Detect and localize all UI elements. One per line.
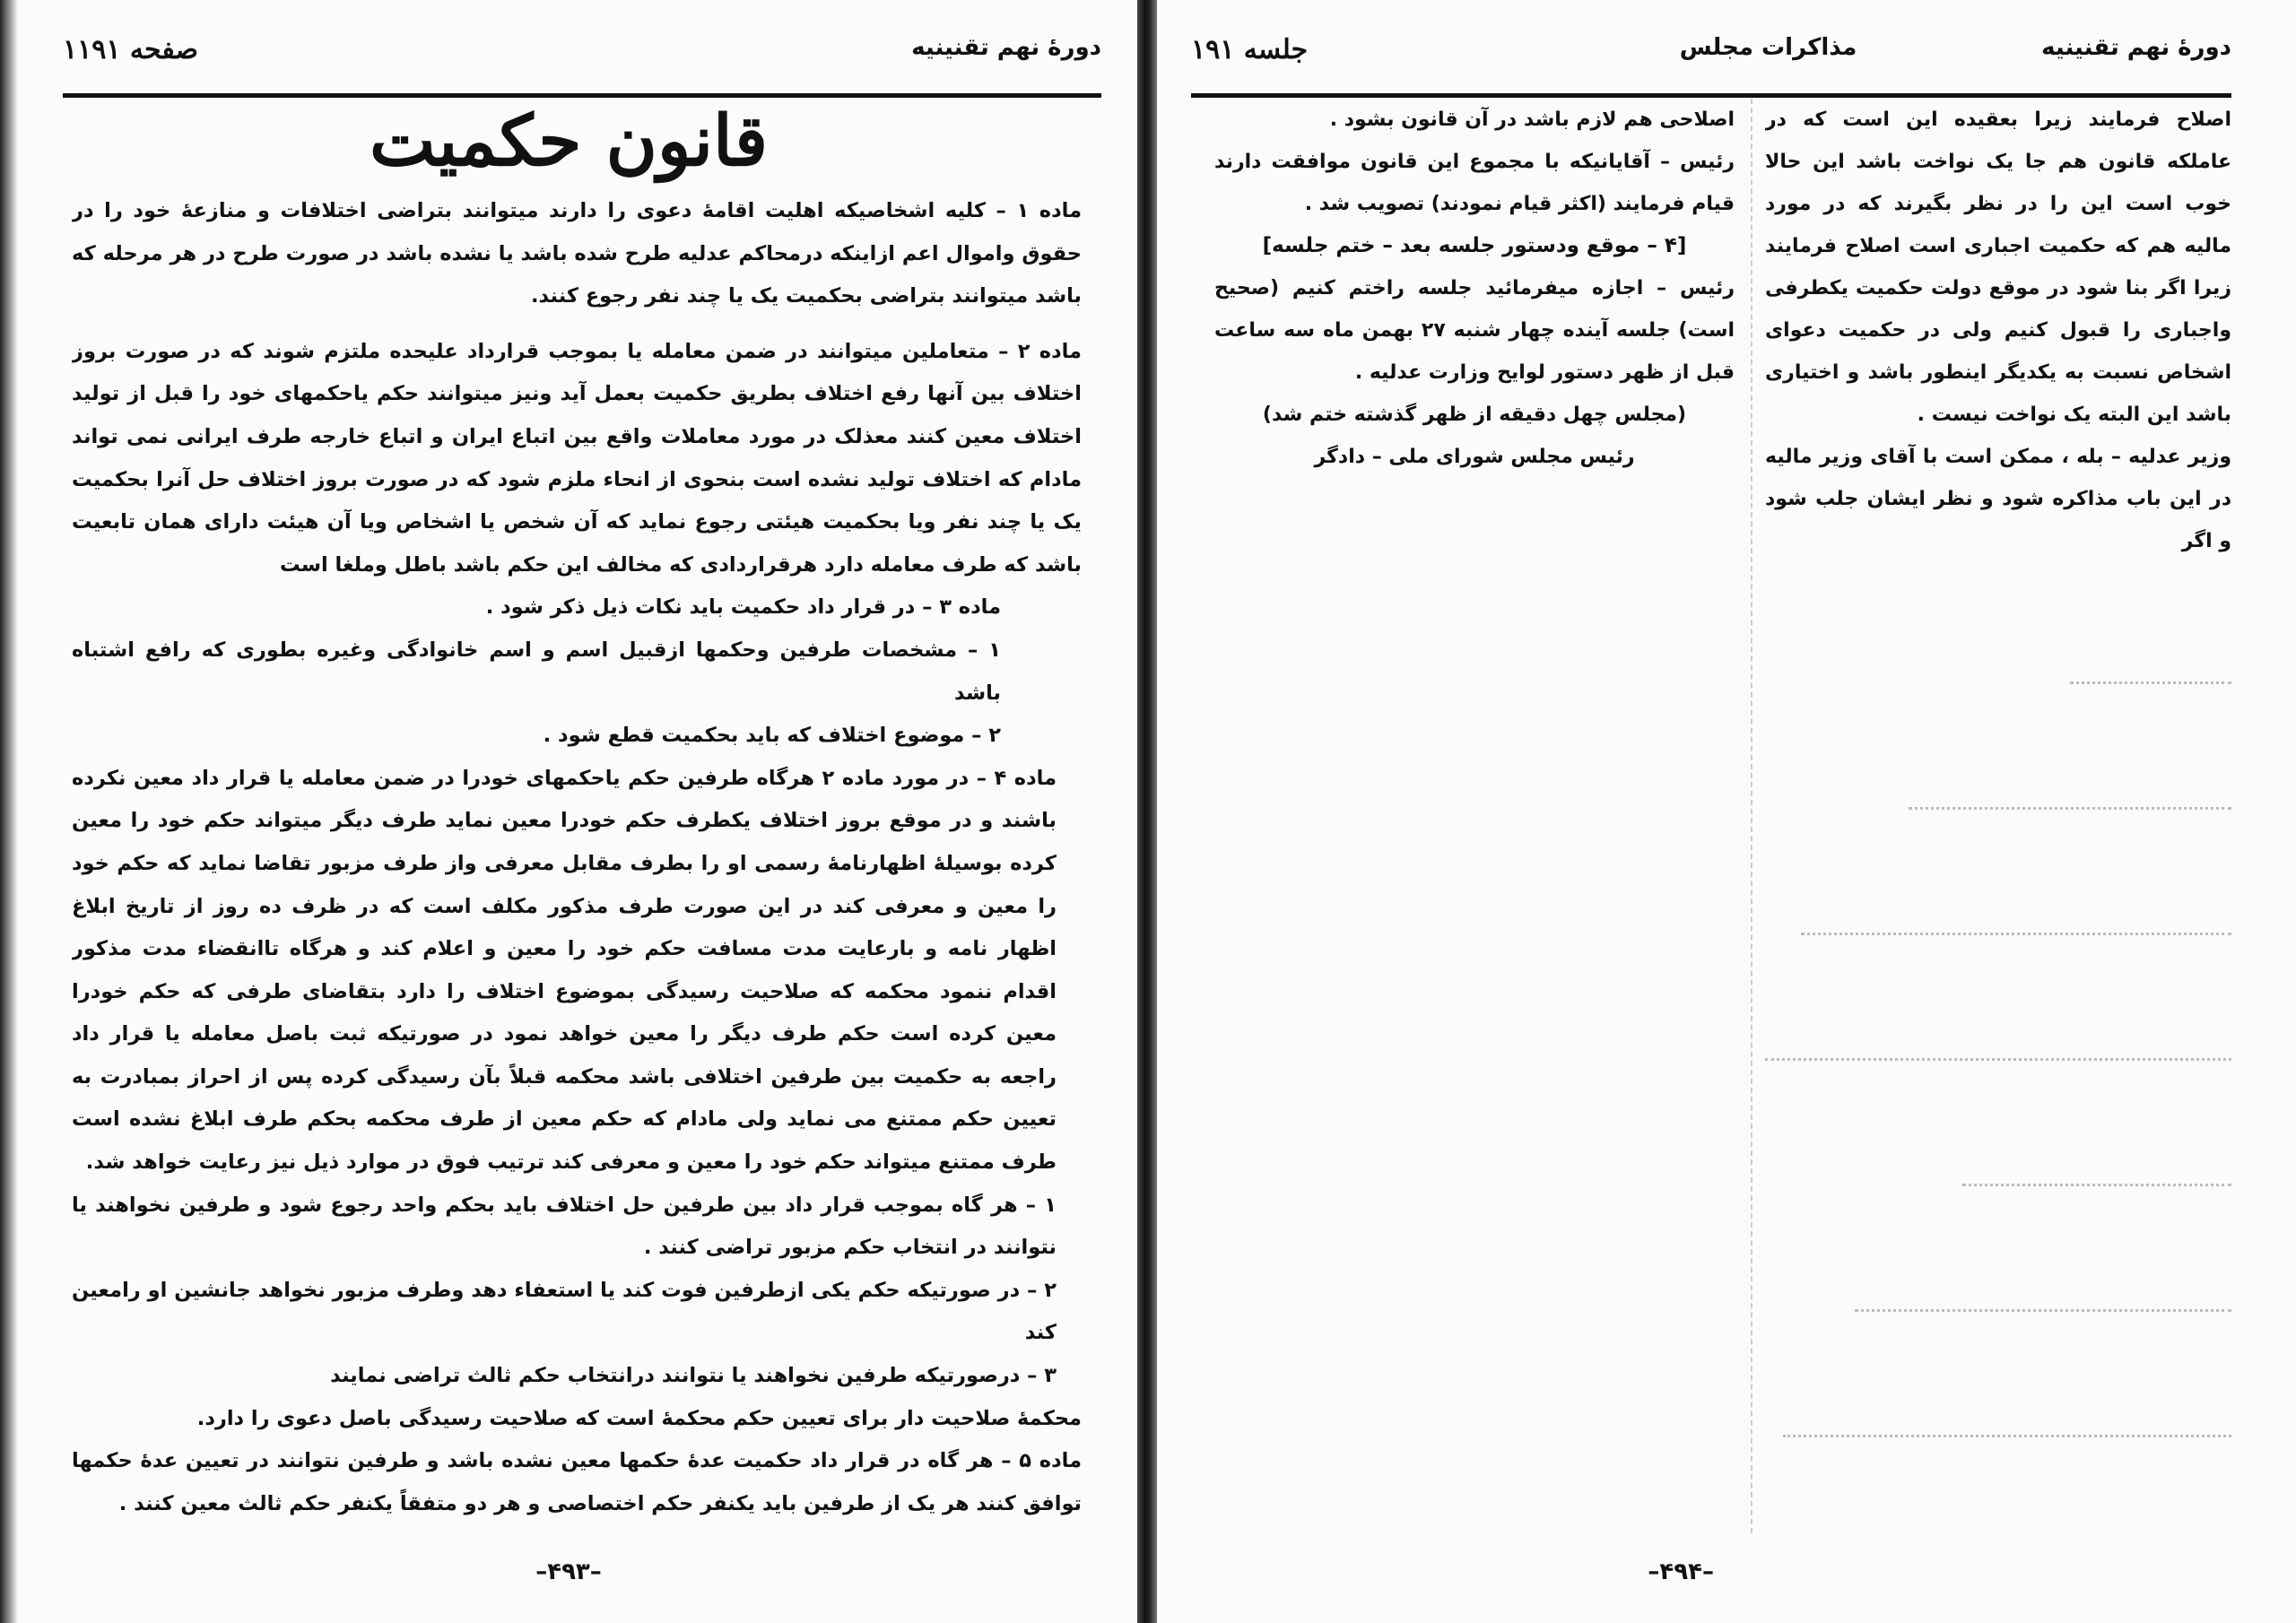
column-divider <box>1751 99 1752 1533</box>
session-label: دورهٔ نهم تقنینیه <box>2041 34 2231 61</box>
article-1: ماده ۱ – کلیه اشخاصیکه اهلیت اقامهٔ دعوی را دارند میتوانند بتراضی اختلافات و منازعهٔ خود را در حقوق واموال اعم ازاینکه درمحاکم عدلیه طرح شده باشد یا نشده باشد در صورت طرح در هر مرحله که باشد میتوانند بتراضی بحکمیت یک یا چند نفر رجوع کنند. <box>72 199 1082 308</box>
right-column <box>1765 99 2231 565</box>
article-3: ماده ۳ – در قرار داد حکمیت باید نکات ذیل ذکر شود . <box>485 595 1001 620</box>
book-gutter <box>1137 0 1157 1623</box>
faded-text-line <box>1962 1184 2231 1187</box>
article-6 <box>72 1525 1082 1526</box>
article-4-competent-court: محکمهٔ صلاحیت دار برای تعیین حکم محکمهٔ است که صلاحیت رسیدگی باصل دعوی را دارد. <box>196 1406 1082 1430</box>
closing-note: (مجلس چهل دقیقه از ظهر گذشته ختم شد) <box>1262 404 1687 426</box>
minister-reply: وزیر عدلیه – بله ، ممکن است با آقای وزیر مالیه در این باب مذاکره شود و نظر ایشان جلب شود و اگر <box>1765 446 2231 552</box>
law-title: قانون حکمیت <box>369 100 768 182</box>
law-body <box>72 190 1082 1526</box>
left-column <box>1214 99 1735 520</box>
faded-text-line <box>1783 1435 2231 1438</box>
right-folio: –۴۹۴– <box>1648 1558 1714 1585</box>
article-4-item-3: ۳ – درصورتیکه طرفین نخواهند یا نتوانند درانتخاب حکم ثالث تراضی نمایند <box>330 1364 1057 1388</box>
article-4-item-2: ۲ – در صورتیکه حکم یکی ازطرفین فوت کند یا استعفاء دهد وطرف مزبور نخواهد جانشین او رامعین کند <box>72 1278 1057 1345</box>
faded-text-line <box>1801 933 2231 936</box>
article-4-item-1: ۱ – هر گاه بموجب قرار داد بین طرفین حل اختلاف باید بحکم واحد رجوع شود و طرفین نخواهند یا نتوانند در انتخاب حکم مزبور تراضی کنند . <box>72 1193 1057 1260</box>
right-running-head <box>1191 34 2231 77</box>
president-vote: رئیس – آقایانیکه با مجموع این قانون موافقت دارند قیام فرمایند (اکثر قیام نمودند) تصویب شد . <box>1214 151 1735 215</box>
faded-text-line <box>1855 1309 2231 1313</box>
faded-text-line <box>1909 807 2231 811</box>
left-folio: –۴۹۳– <box>535 1558 602 1585</box>
continuation-line: اصلاحی هم لازم باشد در آن قانون بشود . <box>1329 108 1735 131</box>
article-2: ماده ۲ – متعاملین میتوانند در ضمن معامله یا بموجب قرارداد علیحده ملتزم شوند که در صورت بروز اختلاف بین آنها رفع اختلاف بطریق حکمیت بعمل آید ونیز میتوانند حکم یاحکمهای خود را قبل از تولید اختلاف معین کنند معذلک در مورد معاملات واقع بین اتباع ایران و اتباع خارجه طرف ایرانی نمی تواند مادام که اختلاف تولید نشده است بنحوی از انحاء ملزم شود که در صورت بروز اختلاف حل آنرا بحکمیت یک یا چند نفر ویا بحکمیت هیئتی رجوع نماید که آن شخص یا اشخاص ویا آن هیئت دارای همان تابعیت باشد که طرف معامله دارد هرقراردادی که مخالف این حکم باشد باطل وملغا است <box>72 339 1082 577</box>
left-running-head <box>63 34 1101 77</box>
president-adjourn: رئیس – اجازه میفرمائید جلسه راختم کنیم (صحیح است) جلسه آینده چهار شنبه ۲۷ بهمن ماه سه ساعت قبل از ظهر دستور لوایح وزارت عدلیه . <box>1214 277 1735 384</box>
article-3-item-1: ۱ – مشخصات طرفین وحکمها ازقبیل اسم و اسم خانوادگی وغیره بطوری که رافع اشتباه باشد <box>72 638 1001 705</box>
session-label: دورهٔ نهم تقنینیه <box>911 34 1101 61</box>
section-heading: [۴ – موقع ودستور جلسه بعد – ختم جلسه] <box>1262 234 1687 257</box>
page-number: صفحه ۱۱۹۱ <box>63 34 198 65</box>
signature: رئیس مجلس شورای ملی – دادگر <box>1314 446 1635 468</box>
article-3-item-2: ۲ – موضوع اختلاف که باید بحکمیت قطع شود . <box>543 724 1001 748</box>
speaker-paragraph: اصلاح فرمایند زیرا بعقیده این است که در عاملکه قانون هم جا یک نواخت باشد این حالا خوب است این را در نظر بگیرند که در مورد مالیه هم که حکمیت اجباری است اصلاح فرمایند زیرا اگر بنا شود در موقع دولت حکمیت یکطرفی واجباری را قبول کنیم ولی در حکمیت دعوای اشخاص نسبت به یکدیگر اینطور باشد و اختیاری باشد این البته یک نواخت نیست . <box>1765 108 2231 426</box>
header-rule <box>1191 93 2231 98</box>
header-rule <box>63 93 1101 98</box>
faded-text-line <box>1765 1058 2231 1062</box>
left-page <box>0 0 1137 1623</box>
issue-label: جلسه ۱۹۱ <box>1191 34 1309 65</box>
article-4: ماده ۴ – در مورد ماده ۲ هرگاه طرفین حکم یاحکمهای خودرا در ضمن معامله یا قرار داد معین نکرده باشند و در موقع بروز اختلاف یکطرف حکم خودرا معین نماید طرف دیگر میتواند حکم خود را معین کرده بوسیلهٔ اظهارنامهٔ رسمی او را بطرف مقابل معرفی واز طرف مزبور تقاضا نماید که حکم خود را معین و معرفی کند در این صورت طرف مذکور مکلف است که در ظرف ده روز از تاریخ ابلاغ اظهار نامه و بارعایت مدت مسافت حکم خود را معین و اعلام کند و هرگاه تاانقضاء مدت مذکور اقدام ننمود محکمه که صلاحیت رسیدگی بموضوع اختلاف را دارد بتقاضای طرفی که حکم خودرا معین کرده است حکم طرف دیگر را معین خواهد نمود در صورتیکه ثبت باصل معامله یا قرار داد راجعه به حکمیت بین طرفین اختلافی باشد محکمه قبلاً بآن رسیدگی کرده پس از احراز بمبادرت به تعیین حکم ممتنع می نماید ولی مادام که حکم معین از طرف محکمه بحکم طرف ابلاغ نشده است طرف ممتنع میتواند حکم خود را معین و معرفی کند ترتیب فوق در موارد ذیل نیز رعایت خواهد شد. <box>72 766 1057 1175</box>
right-page <box>1157 0 2296 1623</box>
article-5: ماده ۵ – هر گاه در قرار داد حکمیت عدهٔ حکمها معین نشده باشد و طرفین نتوانند در تعیین عدهٔ حکمها توافق کنند هر یک از طرفین باید یکنفر حکم اختصاصی و هر دو متفقاً یکنفر حکم ثالث معین کنند . <box>72 1449 1082 1515</box>
publication-title: مذاکرات مجلس <box>1679 34 1857 61</box>
faded-text-line <box>2070 681 2231 685</box>
